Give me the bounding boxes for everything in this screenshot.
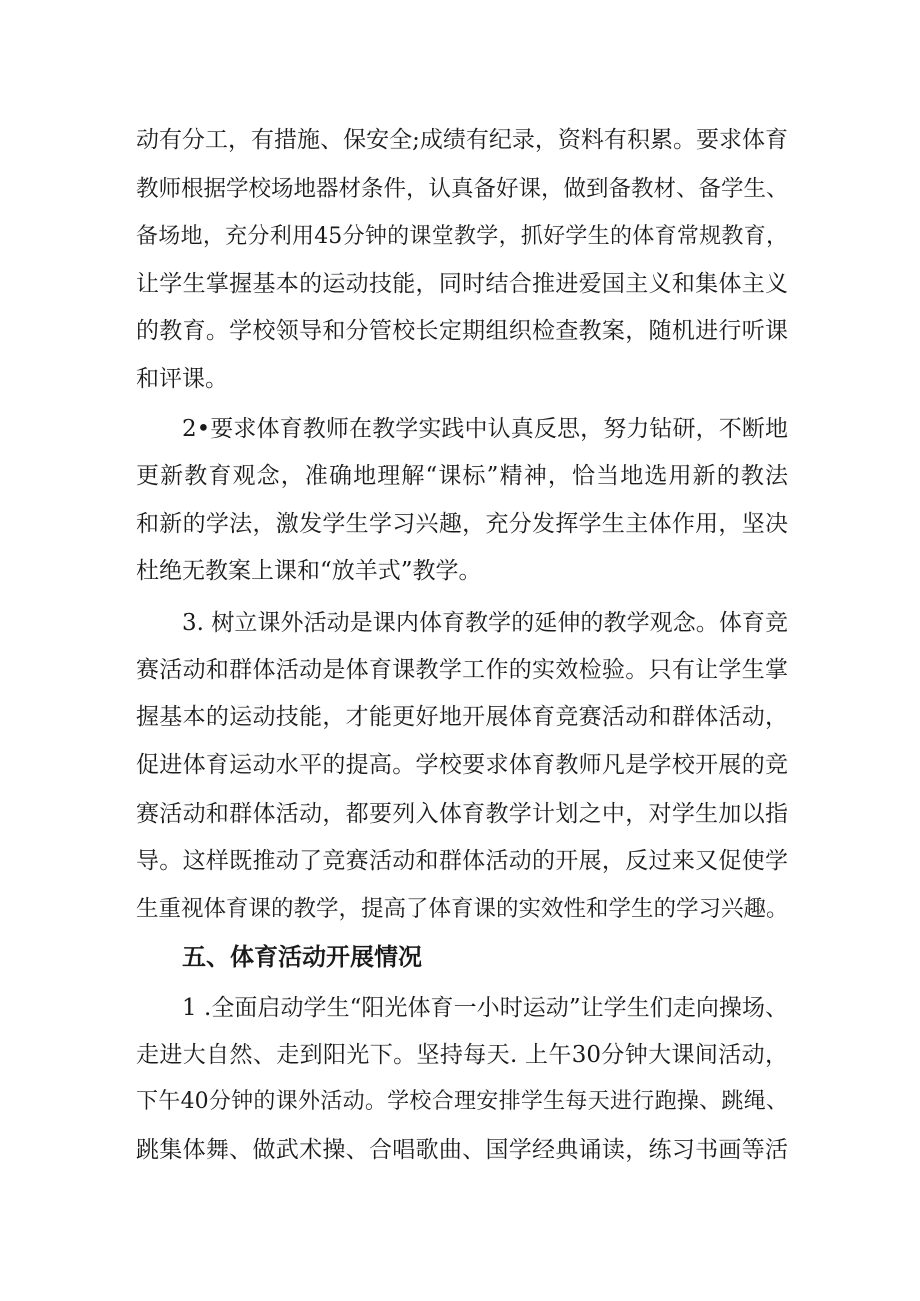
text-line: 教师根据学校场地器材条件，认真备好课，做到备教材、备学生、 xyxy=(136,176,789,202)
text-line: 导。这样既推动了竞赛活动和群体活动的开展，反过来又促使学 xyxy=(136,848,788,874)
text-line: 和新的学法，激发学生学习兴趣，充分发挥学生主体作用，坚决 xyxy=(136,511,788,537)
text-line: 更新教育观念，准确地理解“课标”精神，恰当地选用新的教法 xyxy=(136,463,788,489)
text-line: 动有分工，有措施、保安全;成绩有纪录，资料有积累。要求体育 xyxy=(136,127,788,153)
text-line: 赛活动和群体活动是体育课教学工作的实效检验。只有让学生掌 xyxy=(136,657,788,683)
text-line: 走进大自然、走到阳光下。坚持每天. 上午30分钟大课间活动， xyxy=(136,1042,788,1068)
text-line: 赛活动和群体活动，都要列入体育教学计划之中，对学生加以指 xyxy=(136,801,788,827)
text-line: 杜绝无教案上课和“放羊式”教学。 xyxy=(136,558,482,584)
text-line: 让学生掌握基本的运动技能，同时结合推进爱国主义和集体主义 xyxy=(136,271,788,297)
text-line: 的教育。学校领导和分管校长定期组织检查教案，随机进行听课 xyxy=(136,318,788,344)
section-heading: 五、体育活动开展情况 xyxy=(182,943,422,971)
paragraph-start-line: 1 .全面启动学生“阳光体育一小时运动”让学生们走向操场、 xyxy=(182,995,788,1021)
text-line: 生重视体育课的教学，提高了体育课的实效性和学生的学习兴趣。 xyxy=(136,896,789,922)
paragraph-start-line: 2•要求体育教师在教学实践中认真反思，努力钻研，不断地 xyxy=(182,416,788,442)
text-line: 下午40分钟的课外活动。学校合理安排学生每天进行跑操、跳绳、 xyxy=(136,1089,788,1114)
text-line: 备场地，充分利用45分钟的课堂教学，抓好学生的体育常规教育， xyxy=(136,224,788,249)
text-line: 和评课。 xyxy=(136,366,228,392)
paragraph-start-line: 3. 树立课外活动是课内体育教学的延伸的教学观念。体育竞 xyxy=(182,610,788,636)
text-line: 跳集体舞、做武术操、合唱歌曲、国学经典诵读，练习书画等活 xyxy=(136,1137,788,1163)
text-line: 促进体育运动水平的提高。学校要求体育教师凡是学校开展的竞 xyxy=(136,752,788,778)
text-line: 握基本的运动技能，才能更好地开展体育竞赛活动和群体活动， xyxy=(136,704,788,730)
